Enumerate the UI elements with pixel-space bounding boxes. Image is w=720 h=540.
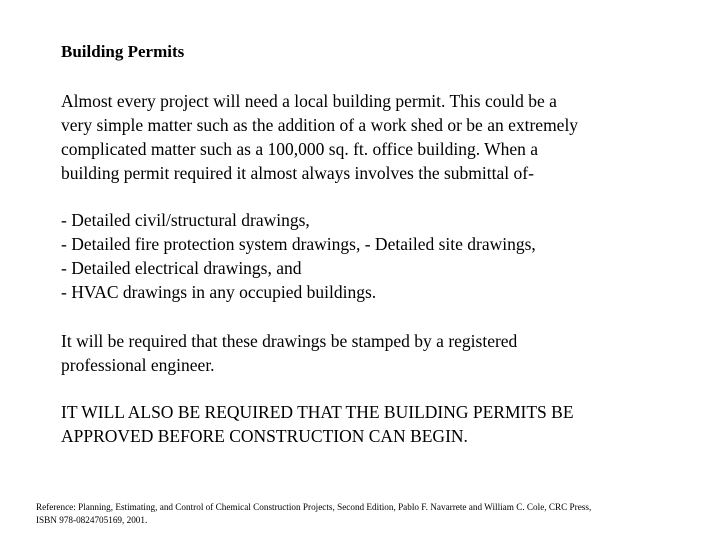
notice-line: APPROVED BEFORE CONSTRUCTION CAN BEGIN. bbox=[61, 426, 468, 446]
slide-title: Building Permits bbox=[61, 42, 185, 61]
reference-line: ISBN 978-0824705169, 2001. bbox=[36, 515, 148, 525]
stamp-paragraph bbox=[61, 329, 701, 377]
intro-line: very simple matter such as the addition of a work shed or be an extremely bbox=[61, 115, 579, 135]
reference-line: Reference: Planning, Estimating, and Control of Chemical Construction Projects, Second Edition, Pablo F. Navarrete and William C. Cole, CRC Press, bbox=[36, 502, 592, 512]
intro-line: building permit required it almost always involves the submittal of- bbox=[61, 163, 534, 183]
intro-line: complicated matter such as a 100,000 sq. ft. office building. When a bbox=[61, 139, 539, 159]
stamp-line: professional engineer. bbox=[61, 355, 215, 375]
drawings-list-item: - Detailed civil/structural drawings, bbox=[61, 210, 310, 230]
stamp-line: It will be required that these drawings be stamped by a registered bbox=[61, 331, 518, 351]
drawings-list-item: - HVAC drawings in any occupied buildings. bbox=[61, 282, 377, 302]
notice-line: IT WILL ALSO BE REQUIRED THAT THE BUILDING PERMITS BE bbox=[61, 402, 574, 422]
drawings-list-item: - Detailed electrical drawings, and bbox=[61, 258, 302, 278]
intro-line: Almost every project will need a local building permit. This could be a bbox=[61, 91, 557, 111]
drawings-list-item: - Detailed fire protection system drawings, - Detailed site drawings, bbox=[61, 234, 536, 254]
reference-citation bbox=[36, 501, 696, 527]
approval-notice bbox=[61, 400, 701, 448]
intro-paragraph bbox=[61, 89, 701, 185]
drawings-list bbox=[61, 208, 701, 304]
